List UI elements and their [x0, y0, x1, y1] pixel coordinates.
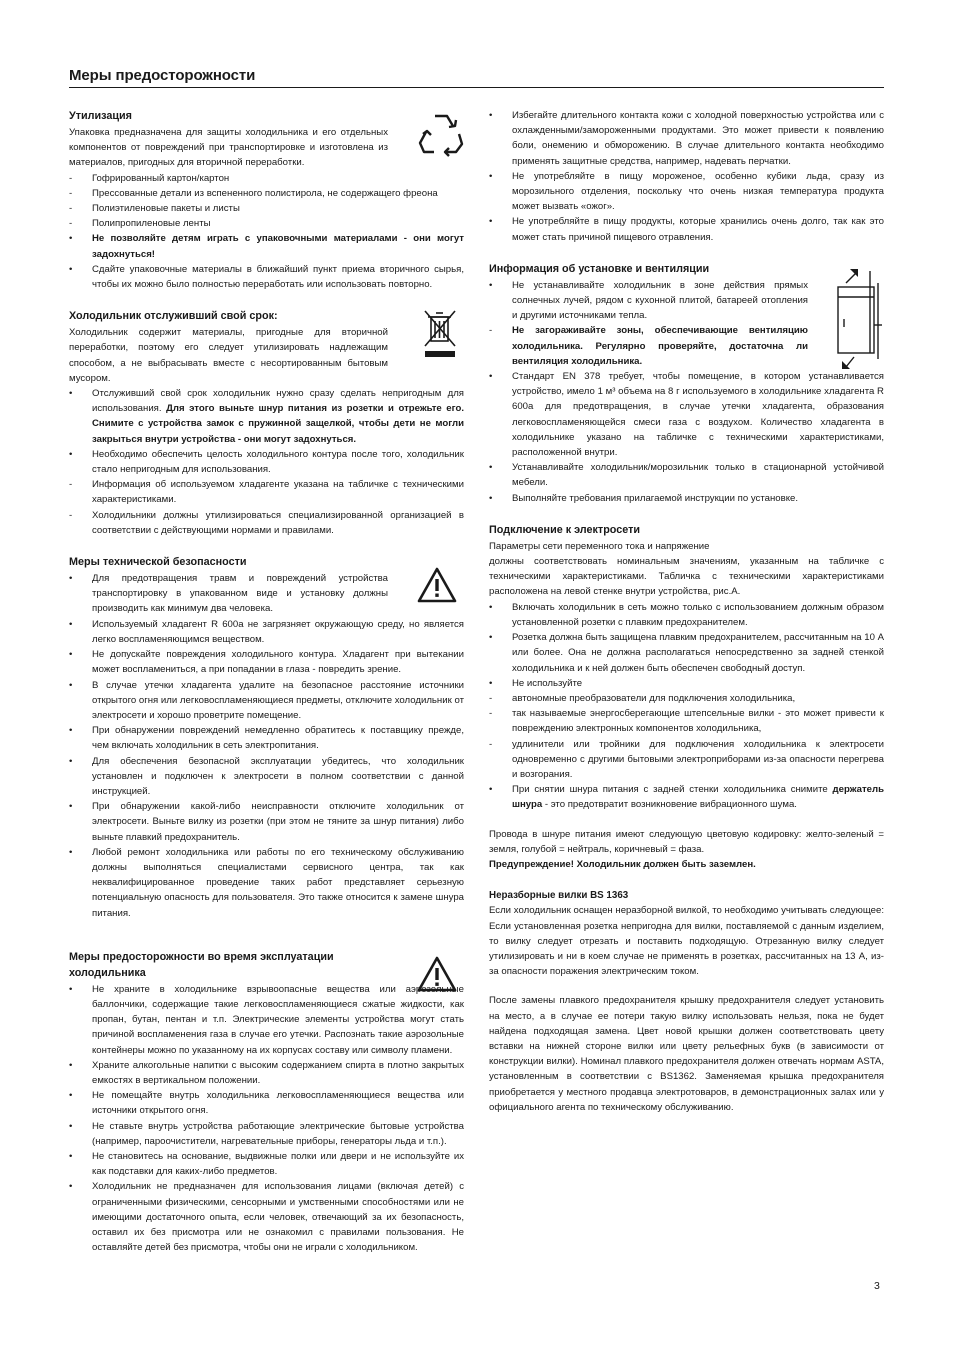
section-bs1363: [489, 888, 884, 1115]
list-item: • Не позволяйте детям играть с упаковочными материалами - они могут задохнуться!: [69, 233, 464, 260]
list-item: • Не употребляйте в пищу продукты, которые хранились очень долго, так как это может стать причиной пищевого отравления.: [489, 216, 884, 243]
list-item: • Выполняйте требования прилагаемой инструкции по установке.: [489, 492, 799, 504]
section-tech-safety: [69, 554, 464, 921]
list-item: • Включать холодильник в сеть можно только с использованием должным образом установленной розетки с плавким предохранителем.: [489, 601, 884, 628]
list-item: • Отслуживший свой срок холодильник нужно сразу сделать непригодным для использования. Для этого выньте шнур питания из розетки и отрежьте его. Снимите с устройства замок с пружинной защелкой, чтобы дети не могли закрыться внутри устройства - они могут задохнуться.: [69, 388, 464, 445]
list-item: • Не устанавливайте холодильник в зоне действия прямых солнечных лучей, рядом с кухонной плитой, батареей отопления и другими источниками тепла.: [489, 279, 808, 322]
list-item: • Не помещайте внутрь холодильника легковоспламеняющиеся вещества или источники открытого огня.: [69, 1090, 464, 1117]
list-item: • Сдайте упаковочные материалы в ближайший пункт приема вторичного сырья, чтобы их можно было полностью переработать или использовать повторно.: [69, 263, 464, 291]
section-cold-contact: [489, 108, 884, 245]
cold-contact-list: [489, 108, 884, 245]
list-item: • Для предотвращения травм и повреждений устройства транспортировку в упакованном виде и установку должны производить как минимум два человека.: [69, 573, 388, 615]
list-item: - удлинители или тройники для подключения холодильника к электросети одновременно с другими бытовыми электроприборами из-за опасности перегрева и возгорания.: [489, 738, 884, 780]
list-item: - автономные преобразователи для подключения холодильника,: [489, 692, 796, 704]
list-item: • Не становитесь на основание, выдвижные полки или двери и не используйте их как подставки для каких-либо предметов.: [69, 1150, 464, 1178]
list-item: • Не употребляйте в пищу мороженое, особенно кубики льда, сразу из морозильного отделения, поскольку что очень низкая температура продукта может вызвать «ожог».: [489, 170, 884, 213]
packaging-materials-list: [69, 171, 464, 293]
left-column: [69, 108, 464, 1271]
list-item: • Устанавливайте холодильник/морозильник только в стационарной устойчивой мебели.: [489, 462, 884, 489]
tech-safety-list: [69, 571, 464, 921]
list-item: • Не храните в холодильнике взрывоопасные вещества или аэрозольные баллончики, содержащие такие легковоспламеняющиеся сжатые жидкости, как пропан, бутан, пентан и т.п. Электрические элементы устройства могут стать причиной воспламенения газа в случае его утечки. Распознать такие аэрозольные контейнеры можно по указанному на их корпусах составу или символу пламени.: [69, 983, 464, 1056]
bs1363-title: Неразборные вилки BS 1363: [489, 890, 629, 902]
list-item: • При обнаружении повреждений немедленно обратитесь к поставщику прежде, чем включать холодильник в сеть электропитания.: [69, 725, 464, 752]
list-item: - Информация об используемом хладагенте указана на табличке с техническими характеристиками.: [69, 479, 464, 506]
list-item: - Холодильники должны утилизироваться специализированной организацией в соответствии с действующими нормами и правилами.: [69, 509, 464, 536]
list-item: - Гофрированный картон/картон: [69, 172, 230, 184]
section-electric: [489, 522, 884, 872]
electric-list: [489, 600, 884, 813]
electric-title: Подключение к электросети: [489, 523, 641, 536]
tech-safety-title: Меры технической безопасности: [69, 556, 247, 569]
fuse-cover-text: После замены плавкого предохранителя крышку предохранителя следует установить на место, а в случае ее потери такую вилку использовать нельзя, пока не будет найдена подходящая замена. Цвет новой крышки должен соответствовать цвету вставки на нижней стороне вилки или цвету рельефных букв (в зависимости от конструкции вилки). Номинал плавкого предохранителя должен отвечать нормам ASTA, установленным в соответствии с BS1362. Заменяемая крышка предохранителя приобретается у местного продавца электротоваров, в демонстрационных залах или у официального агента по техническому обслуживанию.: [489, 995, 884, 1113]
recycle-icon: [418, 110, 464, 158]
electric-params: Параметры сети переменного тока и напряжение: [489, 540, 710, 552]
list-item: • В случае утечки хладагента удалите на безопасное расстояние источники открытого огня или легковоспламеняющиеся предметы, отключите холодильник от электросети и хорошо проветрите помещение.: [69, 679, 464, 721]
section-operation: [69, 949, 464, 1256]
page-title: Меры предосторожности: [69, 67, 884, 88]
list-item: - Полипропиленовые ленты: [69, 218, 211, 230]
list-item: • Используемый хладагент R 600a не загрязняет окружающую среду, но является легко воспламеняющимся веществом.: [69, 618, 464, 645]
installation-list: [489, 278, 884, 506]
list-item: • Холодильник не предназначен для использования лицами (включая детей) с ограниченными физическими, сенсорными и умственными способностями или не имеющими достаточного опыта, если человек, отвечающий за их безопасность, оставил их без присмотра или не ознакомил с правилами пользования. Не оставляйте детей без присмотра, чтобы они не играли с холодильником.: [69, 1181, 464, 1254]
crossed-bin-icon: [422, 308, 458, 360]
installation-title: Информация об установке и вентиляции: [489, 262, 710, 275]
recycling-title: Утилизация: [69, 110, 132, 122]
section-installation: [489, 261, 884, 506]
list-item: • Розетка должна быть защищена плавким предохранителем, рассчитанным на 10 А или более. Она не должна располагаться непосредственно за задней стенкой холодильника и к ней должен быть обеспечен свободный доступ.: [489, 632, 884, 674]
disposal-title: Холодильник отслуживший свой срок:: [69, 310, 278, 323]
disposal-intro: Холодильник содержит материалы, пригодные для вторичной переработки, поэтому его следует утилизировать надлежащим способом, а не выбрасывать вместе с несортированным бытовым мусором.: [69, 327, 388, 384]
disposal-list: [69, 386, 464, 538]
list-item: • При обнаружении какой-либо неисправности отключите холодильник от электросети. Выньте вилку из розетки (при этом не тяните за шнур питания) либо выньте плавкий предохранитель.: [69, 801, 464, 843]
list-item: • Не ставьте внутрь устройства работающие электрические бытовые устройства (например, пароочистители, нагревательные приборы, генераторы льда и т.п.).: [69, 1120, 464, 1147]
recycling-intro: Упаковка предназначена для защиты холодильника и его отдельных компонентов от повреждений при транспортировке и изготовлена из материалов, пригодных для вторичной переработки.: [69, 127, 388, 169]
operation-list: [69, 982, 464, 1256]
wire-color-coding: Провода в шнуре питания имеют следующую цветовую кодировку: желто-зеленый = земля, голубой = нейтраль, коричневый = фаза.: [489, 828, 884, 855]
list-item: • Избегайте длительного контакта кожи с холодной поверхностью устройства или с охлажденными/замороженными продуктами. Это может привести к появлению боли, онемению и обморожению. В случае длительного контакта необходимо применять защитные средства, например, надевать перчатки.: [489, 110, 884, 167]
bs1363-text: Если холодильник оснащен неразборной вилкой, то необходимо учитывать следующее: Если установленная розетка непригодна для вилки, поставляемой с данным изделием, то вилку следует отрезать и поставить подходящую. Отрезанную вилку следует утилизировать и ни в коем случае не применять в розетках, рассчитанных на 13 А, из-за опасности поражения электрическим током.: [489, 905, 884, 978]
electric-params-detail: должны соответствовать номинальным значениям, указанным на табличке с техническими характеристиками. Табличка с техническими характеристиками расположена на левой стенке внутри устройства, рис.А.: [489, 556, 884, 598]
list-item: • Не допускайте повреждения холодильного контура. Хладагент при вытекании может воспламениться, а при попадании в глаза - повредить зрение.: [69, 649, 464, 676]
page-number: 3: [874, 1280, 880, 1292]
list-item: • Не используйте: [489, 677, 583, 689]
list-item: - Прессованные детали из вспененного полистирола, не содержащего фреона: [69, 187, 438, 199]
list-item: • При снятии шнура питания с задней стенки холодильника снимите держатель шнура - это предотвратит возникновение вибрационного шума.: [489, 784, 884, 811]
section-disposal: [69, 308, 464, 538]
list-item: - Полиэтиленовые пакеты и листы: [69, 203, 240, 215]
right-column: [489, 108, 884, 1131]
list-item: • Храните алкогольные напитки с высоким содержанием спирта в плотно закрытых емкостях в вертикальном положении.: [69, 1059, 464, 1086]
list-item: - Не загораживайте зоны, обеспечивающие вентиляцию холодильника. Регулярно проверяйте, достаточна ли вентиляция холодильника.: [489, 325, 808, 367]
section-recycling: [69, 108, 464, 292]
list-item: • Для обеспечения безопасной эксплуатации убедитесь, что холодильник установлен и подключен к электросети в полном соответствии с данной инструкцией.: [69, 755, 464, 797]
list-item: - так называемые энергосберегающие штепсельные вилки - это может привести к повреждению электронных компонентов холодильника,: [489, 708, 884, 735]
grounding-warning: Предупреждение! Холодильник должен быть заземлен.: [489, 858, 756, 870]
list-item: • Необходимо обеспечить целость холодильного контура после того, холодильник стало непригодным для использования.: [69, 448, 464, 476]
list-item: • Стандарт EN 378 требует, чтобы помещение, в котором устанавливается устройство, имело 1 м³ объема на 8 г используемого в холодильнике хладагента R 600a для предотвращения, в случае утечки хладагента, образования легковоспламеняющейся смеси газа с воздухом. Количество хладагента в холодильнике указано на табличке с техническими характеристиками, расположенной внутри.: [489, 371, 884, 459]
list-item: • Любой ремонт холодильника или работы по его техническому обслуживанию должны выполняться специалистами сервисного центра, так как неквалифицированное проведение таких работ представляет серьезную потенциальную опасность для пользователя. Это также относится к замене шнура питания.: [69, 846, 464, 919]
operation-title: Меры предосторожности во время эксплуатации холодильника: [69, 950, 334, 979]
